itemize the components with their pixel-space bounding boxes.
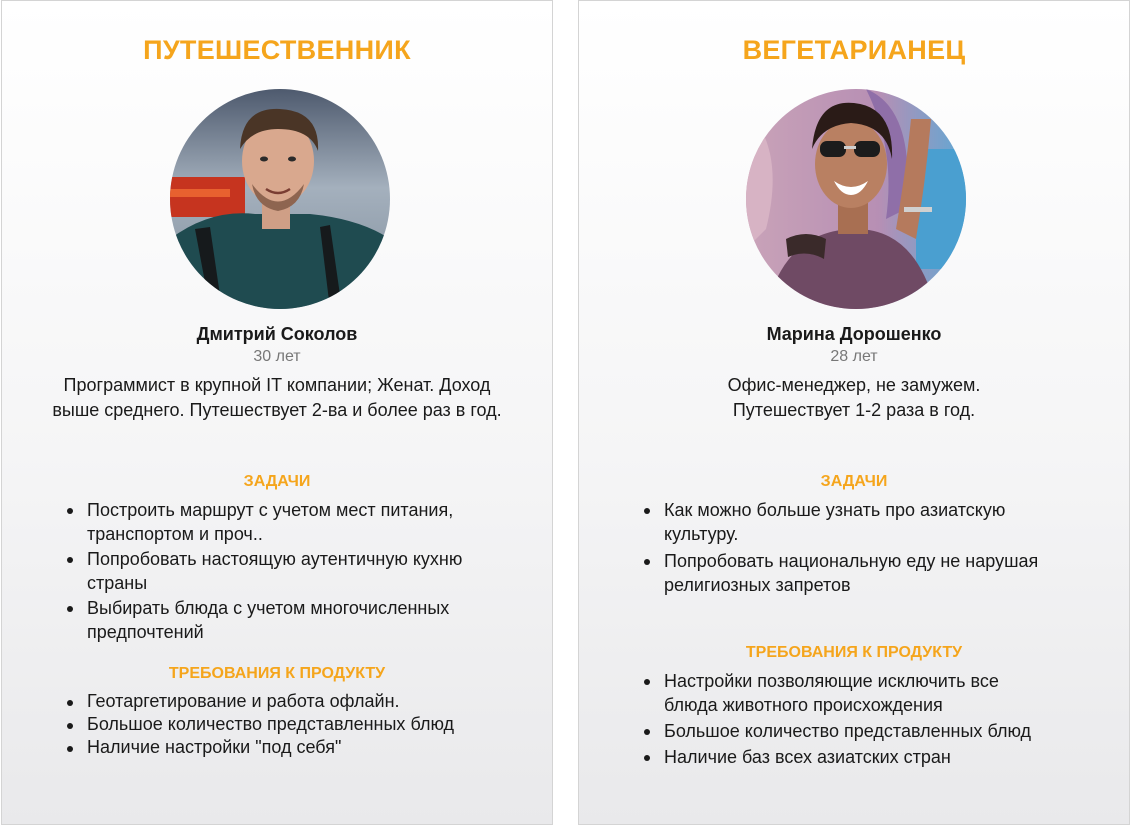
task-item: Попробовать настоящую аутентичную кухню страны [87,547,512,595]
task-item: Построить маршрут с учетом мест питания, транспортом и проч.. [87,498,512,546]
tasks-list [87,498,512,645]
requirements-heading: ТРЕБОВАНИЯ К ПРОДУКТУ [168,665,386,682]
persona-photo [746,89,966,309]
persona-description: Программист в крупной IT компании; Женат. Доход выше среднего. Путешествует 2-ва и более раз в год. [52,375,502,420]
persona-name: Марина Дорошенко [766,324,942,344]
persona-title: ВЕГЕТАРИАНЕЦ [742,35,966,65]
requirements-heading: ТРЕБОВАНИЯ К ПРОДУКТУ [745,644,963,661]
persona-title: ПУТЕШЕСТВЕННИК [143,35,411,65]
persona-photo [170,89,390,309]
persona-card-vegetarian [578,0,1130,825]
requirement-item: Геотаргетирование и работа офлайн. [87,690,512,713]
persona-name: Дмитрий Соколов [196,324,358,344]
task-item: Как можно больше узнать про азиатскую культуру. [664,498,1049,546]
requirement-item: Наличие настройки "под себя" [87,736,512,759]
tasks-heading: ЗАДАЧИ [243,473,311,490]
persona-age: 30 лет [253,348,301,365]
requirement-item: Настройки позволяющие исключить все блюда животного происхождения [664,669,1039,717]
requirements-list [87,690,512,759]
requirement-item: Наличие баз всех азиатских стран [664,745,1039,769]
persona-age: 28 лет [830,348,878,365]
persona-card-traveler [1,0,553,825]
requirement-item: Большое количество представленных блюд [664,719,1039,743]
requirement-item: Большое количество представленных блюд [87,713,512,736]
task-item: Попробовать национальную еду не нарушая религиозных запретов [664,549,1049,597]
task-item: Выбирать блюда с учетом многочисленных предпочтений [87,596,512,644]
tasks-list [664,498,1049,600]
requirements-list [664,669,1039,771]
tasks-heading: ЗАДАЧИ [820,473,888,490]
persona-description: Офис-менеджер, не замужем. Путешествует 1-2 раза в год. [727,375,981,420]
